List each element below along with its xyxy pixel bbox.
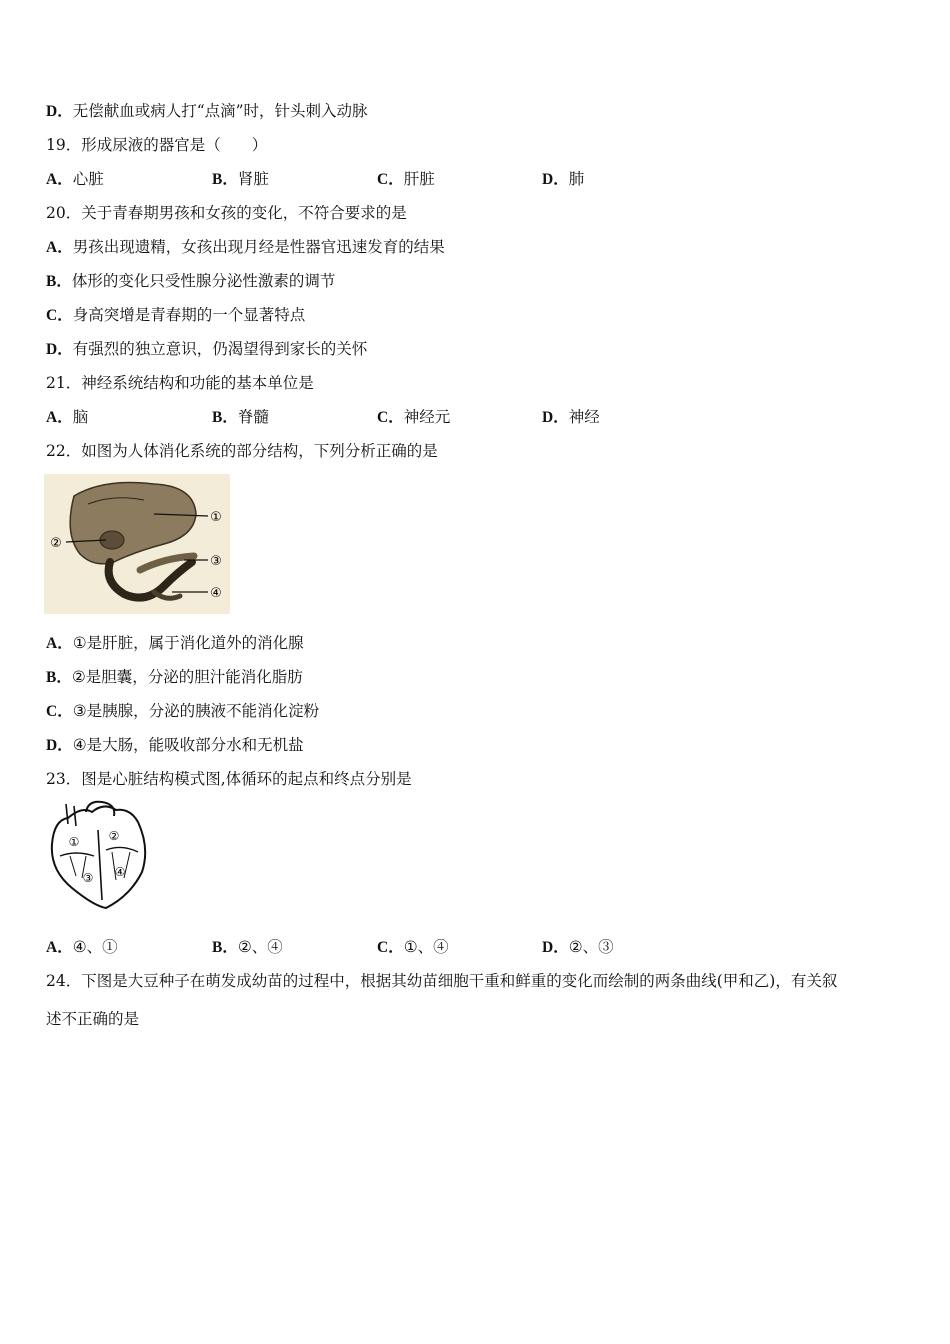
heart-label-1: ① (68, 835, 80, 849)
septum-line (98, 830, 102, 900)
q23-options (46, 937, 910, 957)
q21-option-c: C．神经元 (377, 408, 451, 426)
right-av-valve (60, 853, 94, 856)
heart-label-3: ③ (82, 871, 94, 885)
q21-option-a: A．脑 (46, 408, 89, 426)
figure-label-4: ④ (210, 586, 222, 601)
heart-figure (46, 800, 150, 912)
q24-stem-line-1: 24．下图是大豆种子在萌发成幼苗的过程中，根据其幼苗细胞干重和鲜重的变化而绘制的两条曲线(甲和乙)，有关叙 (46, 972, 838, 990)
q19-option-b: B．肾脏 (212, 170, 269, 188)
aorta-shape (86, 802, 114, 816)
q22-option-d: D．④是大肠，能吸收部分水和无机盐 (46, 736, 304, 754)
q22-option-a: A．①是肝脏，属于消化道外的消化腺 (46, 634, 304, 652)
q19-option-d: D．肺 (542, 170, 585, 188)
q20-option-b: B．体形的变化只受性腺分泌性激素的调节 (46, 272, 336, 290)
q23-stem: 23．图是心脏结构模式图,体循环的起点和终点分别是 (46, 770, 412, 788)
heart-outline (52, 806, 145, 908)
q22-stem: 22．如图为人体消化系统的部分结构，下列分析正确的是 (46, 442, 438, 460)
q19-option-a: A．心脏 (46, 170, 104, 188)
q23-option-c: C．①、④ (377, 938, 449, 956)
q19-options (46, 169, 910, 189)
left-av-valve (106, 847, 138, 852)
digestive-system-figure (44, 474, 230, 614)
figure-label-1: ① (210, 510, 222, 525)
figure-label-3: ③ (210, 554, 222, 569)
heart-label-4: ④ (114, 865, 126, 879)
q18-option-d: D．无偿献血或病人打“点滴”时，针头刺入动脉 (46, 102, 368, 120)
q20-stem: 20．关于青春期男孩和女孩的变化，不符合要求的是 (46, 204, 407, 222)
q22-option-c: C．③是胰腺，分泌的胰液不能消化淀粉 (46, 702, 320, 720)
figure-label-2: ② (50, 536, 62, 551)
q23-option-b: B．②、④ (212, 938, 283, 956)
q21-option-b: B．脊髓 (212, 408, 269, 426)
heart-label-2: ② (108, 829, 120, 843)
q20-option-d: D．有强烈的独立意识，仍渴望得到家长的关怀 (46, 340, 368, 358)
q22-option-b: B．②是胆囊，分泌的胆汁能消化脂肪 (46, 668, 303, 686)
q23-option-a: A．④、① (46, 938, 118, 956)
q19-option-c: C．肝脏 (377, 170, 435, 188)
q23-option-d: D．②、③ (542, 938, 614, 956)
q19-stem: 19．形成尿液的器官是（ ） (46, 136, 268, 154)
q24-stem-line-2: 述不正确的是 (46, 1010, 140, 1028)
q21-stem: 21．神经系统结构和功能的基本单位是 (46, 374, 314, 392)
q21-options (46, 407, 910, 427)
q21-option-d: D．神经 (542, 408, 600, 426)
q20-option-a: A．男孩出现遗精，女孩出现月经是性器官迅速发育的结果 (46, 238, 445, 256)
q20-option-c: C．身高突增是青春期的一个显著特点 (46, 306, 306, 324)
